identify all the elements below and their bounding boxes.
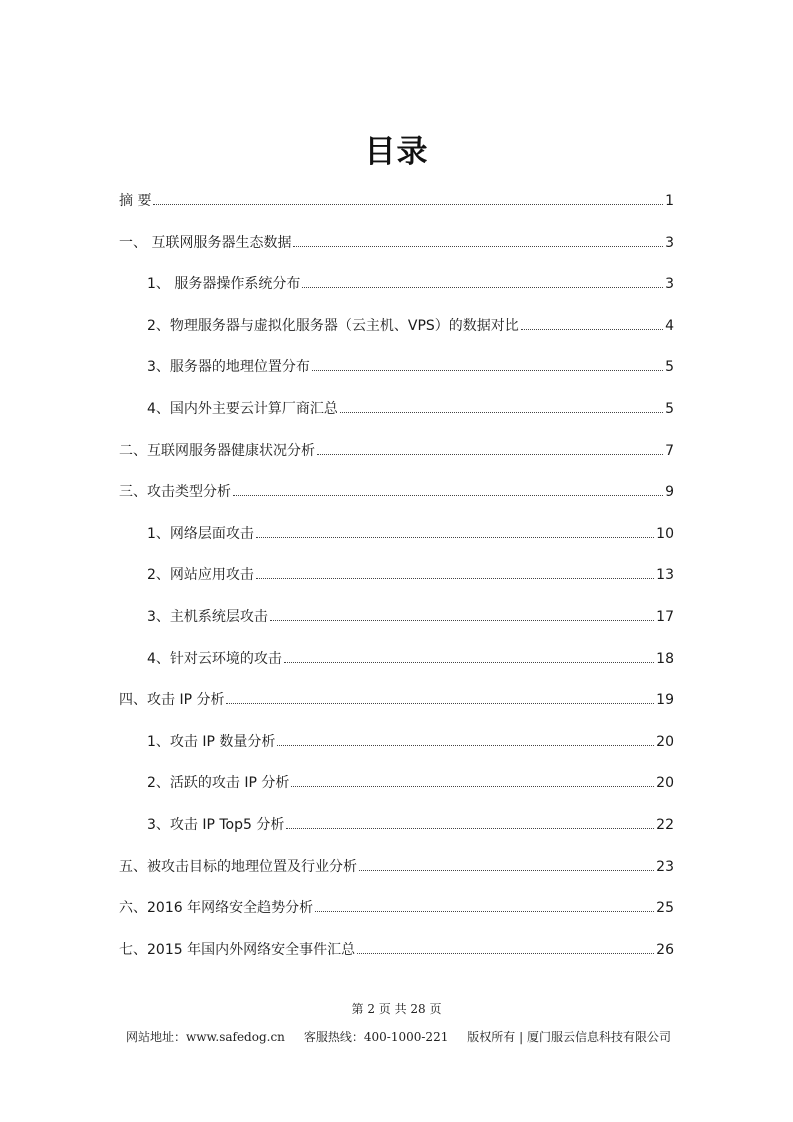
toc-entry[interactable] xyxy=(147,562,674,584)
toc-dot-leader xyxy=(315,910,654,912)
toc-entry[interactable] xyxy=(147,354,674,376)
footer-hotline: 客服热线：400-1000-221 xyxy=(303,1030,449,1044)
toc-entry[interactable] xyxy=(147,271,674,293)
toc-entry-label: 4、针对云环境的攻击 xyxy=(147,650,282,667)
toc-entry[interactable] xyxy=(147,812,674,834)
toc-dot-leader xyxy=(286,827,654,829)
toc-entry-page-number: 1 xyxy=(665,193,674,209)
toc-entry[interactable] xyxy=(147,313,674,335)
toc-entry-label: 2、物理服务器与虚拟化服务器（云主机、VPS）的数据对比 xyxy=(147,317,519,334)
toc-entry-page-number: 5 xyxy=(665,401,674,417)
toc-entry-label: 三、攻击类型分析 xyxy=(119,484,231,501)
toc-entry-page-number: 7 xyxy=(665,442,674,459)
footer-page-indicator: 第 2 页 共 28 页 xyxy=(351,1002,442,1016)
toc-entry[interactable] xyxy=(119,854,674,876)
toc-entry-label: 1、 服务器操作系统分布 xyxy=(147,276,301,293)
toc-entry-label: 1、攻击 IP 数量分析 xyxy=(147,733,276,750)
toc-entry[interactable] xyxy=(119,438,674,460)
toc-entry[interactable] xyxy=(119,895,674,917)
toc-entry-page-number: 18 xyxy=(656,650,674,667)
toc-entry-label: 4、国内外主要云计算厂商汇总 xyxy=(147,401,338,417)
toc-entry-page-number: 4 xyxy=(665,317,674,334)
toc-dot-leader xyxy=(293,245,663,247)
toc-entry[interactable] xyxy=(147,729,674,751)
toc-dot-leader xyxy=(357,952,654,954)
toc-entry[interactable] xyxy=(147,521,674,543)
toc-entry[interactable] xyxy=(147,770,674,792)
toc-entry-label: 七、2015 年国内外网络安全事件汇总 xyxy=(119,941,356,958)
toc-entry-label: 五、被攻击目标的地理位置及行业分析 xyxy=(119,858,357,875)
toc-dot-leader xyxy=(340,411,663,413)
toc-dot-leader xyxy=(284,661,654,663)
toc-entry[interactable] xyxy=(119,687,674,709)
toc-dot-leader xyxy=(233,494,663,496)
toc-entry[interactable] xyxy=(119,937,674,959)
toc-dot-leader xyxy=(256,536,654,538)
toc-dot-leader xyxy=(302,286,663,288)
toc-entry-page-number: 19 xyxy=(656,692,674,709)
toc-dot-leader xyxy=(153,203,663,205)
toc-entry-label: 四、攻击 IP 分析 xyxy=(119,692,225,709)
footer-info xyxy=(126,1028,671,1045)
toc-dot-leader xyxy=(312,369,663,371)
toc-entry-label: 一、 互联网服务器生态数据 xyxy=(119,234,292,251)
toc-title: 目录 xyxy=(364,134,429,170)
toc-entry-page-number: 3 xyxy=(665,276,674,293)
toc-entry-page-number: 3 xyxy=(665,234,674,251)
toc-entry-page-number: 17 xyxy=(656,609,674,625)
toc-entry-label: 3、攻击 IP Top5 分析 xyxy=(147,817,285,833)
toc-entry-page-number: 20 xyxy=(656,775,674,792)
toc-entry-page-number: 10 xyxy=(656,525,674,542)
toc-entry[interactable] xyxy=(147,646,674,668)
toc-dot-leader xyxy=(256,577,654,579)
toc-entry-page-number: 23 xyxy=(656,858,674,875)
toc-entry-page-number: 5 xyxy=(665,359,674,376)
toc-entry-label: 2、活跃的攻击 IP 分析 xyxy=(147,775,290,792)
toc-entry-page-number: 26 xyxy=(656,941,674,958)
toc-entry-label: 3、主机系统层攻击 xyxy=(147,609,268,625)
toc-dot-leader xyxy=(291,785,654,787)
toc-dot-leader xyxy=(226,702,654,704)
toc-entry-label: 2、网站应用攻击 xyxy=(147,567,254,584)
toc-entry[interactable] xyxy=(147,604,674,626)
toc-entry-label: 摘 要 xyxy=(119,193,152,209)
toc-entry-label: 二、互联网服务器健康状况分析 xyxy=(119,442,315,459)
footer-website: 网站地址：www.safedog.cn xyxy=(126,1030,285,1044)
toc-entry-page-number: 20 xyxy=(656,733,674,750)
toc-entry-page-number: 9 xyxy=(665,484,674,501)
toc-dot-leader xyxy=(270,619,654,621)
toc-dot-leader xyxy=(359,869,654,871)
toc-entry[interactable] xyxy=(119,479,674,501)
toc-entry-page-number: 13 xyxy=(656,567,674,584)
toc-entry-page-number: 22 xyxy=(656,817,674,833)
toc-entry[interactable] xyxy=(147,396,674,418)
toc-dot-leader xyxy=(277,744,654,746)
toc-entry[interactable] xyxy=(119,230,674,252)
toc-entry[interactable] xyxy=(119,188,674,210)
toc-entry-label: 六、2016 年网络安全趋势分析 xyxy=(119,900,314,917)
toc-entry-page-number: 25 xyxy=(656,900,674,917)
toc-entry-label: 3、服务器的地理位置分布 xyxy=(147,359,310,376)
toc-dot-leader xyxy=(317,453,663,455)
footer-copyright: 版权所有 | 厦门服云信息科技有限公司 xyxy=(467,1030,671,1044)
toc-dot-leader xyxy=(521,328,663,330)
toc-entry-label: 1、网络层面攻击 xyxy=(147,525,254,542)
